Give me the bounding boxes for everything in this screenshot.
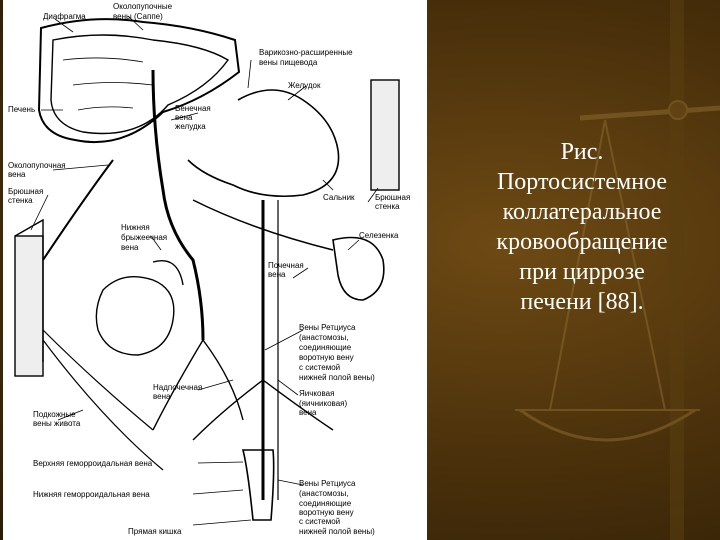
label-sappey-1: Околопупочные: [113, 2, 173, 11]
portosystemic-diagram: [3, 0, 427, 540]
label-paraumbilical-2: вена: [8, 170, 26, 179]
label-retzius-b-5: с системой: [299, 517, 341, 526]
caption-line: коллатеральное: [502, 199, 662, 225]
label-retzius-b-2: (анастомозы,: [299, 489, 349, 498]
label-ovarian-1: Яичковая: [299, 389, 335, 398]
label-retzius-6: нижней полой вены): [299, 373, 375, 382]
label-retzius-2: (анастомозы,: [299, 333, 349, 342]
label-wall-right-1: Брюшная: [375, 193, 411, 202]
caption-line: при циррозе: [519, 259, 645, 285]
label-ovarian-3: вена: [299, 408, 317, 417]
rectum-shape: [243, 450, 274, 520]
intestines-shape: [96, 277, 173, 355]
label-mesenteric-3: вена: [121, 243, 139, 252]
label-paraumbilical-1: Околопупочная: [8, 161, 66, 170]
label-wall-left-2: стенка: [8, 196, 33, 205]
label-renal-2: вена: [268, 270, 286, 279]
label-upper-hemorrhoidal: Верхняя геморроидальная вена: [33, 459, 153, 468]
abdominal-wall-right: [371, 80, 399, 190]
spleen-shape: [333, 238, 384, 301]
label-gastric-2: вена: [175, 113, 193, 122]
label-wall-right-2: стенка: [375, 202, 400, 211]
label-retzius-3: соединяющие: [299, 343, 352, 352]
label-retzius-1: Вены Ретциуса: [299, 323, 356, 332]
label-varices-1: Варикозно-расширенные: [259, 48, 353, 57]
label-renal-1: Почечная: [268, 261, 304, 270]
diagram-drawing: [3, 0, 427, 540]
caption-line: Портосистемное: [496, 169, 668, 195]
label-retzius-b-3: соединяющие: [299, 499, 352, 508]
label-sappey-2: вены (Саппе): [113, 12, 163, 21]
label-omentum: Сальник: [323, 193, 355, 202]
label-mesenteric-1: Нижняя: [121, 223, 150, 232]
slide-caption: [462, 137, 702, 317]
caption-line: Рис.: [560, 139, 604, 165]
label-liver: Печень: [8, 105, 36, 114]
label-gastric-3: желудка: [175, 122, 206, 131]
label-retzius-b-1: Вены Ретциуса: [299, 479, 356, 488]
caption-line: кровообращение: [496, 229, 668, 255]
label-gastric-1: Венечная: [175, 104, 211, 113]
label-lower-hemorrhoidal: Нижняя геморроидальная вена: [33, 490, 150, 499]
label-adrenal-1: Надпочечная: [153, 383, 203, 392]
label-retzius-4: воротную вену: [299, 353, 354, 362]
label-ovarian-2: (яичниковая): [299, 399, 348, 408]
label-diaphragm: Диафрагма: [43, 12, 86, 21]
label-retzius-5: с системой: [299, 363, 341, 372]
label-subcutaneous-2: вены живота: [33, 419, 81, 428]
label-spleen: Селезенка: [359, 231, 399, 240]
label-rectum: Прямая кишка: [128, 527, 182, 536]
label-wall-left-1: Брюшная: [8, 187, 44, 196]
label-stomach: Желудок: [288, 81, 321, 90]
label-retzius-b-4: воротную вену: [299, 508, 354, 517]
caption-line: печени [88].: [520, 289, 644, 315]
label-subcutaneous-1: Подкожные: [33, 410, 76, 419]
label-adrenal-2: вена: [153, 392, 171, 401]
label-mesenteric-2: брыжеечная: [121, 233, 168, 242]
abdominal-wall-left: [15, 236, 43, 376]
label-varices-2: вены пищевода: [259, 58, 318, 67]
label-retzius-b-6: нижней полой вены): [299, 527, 375, 536]
